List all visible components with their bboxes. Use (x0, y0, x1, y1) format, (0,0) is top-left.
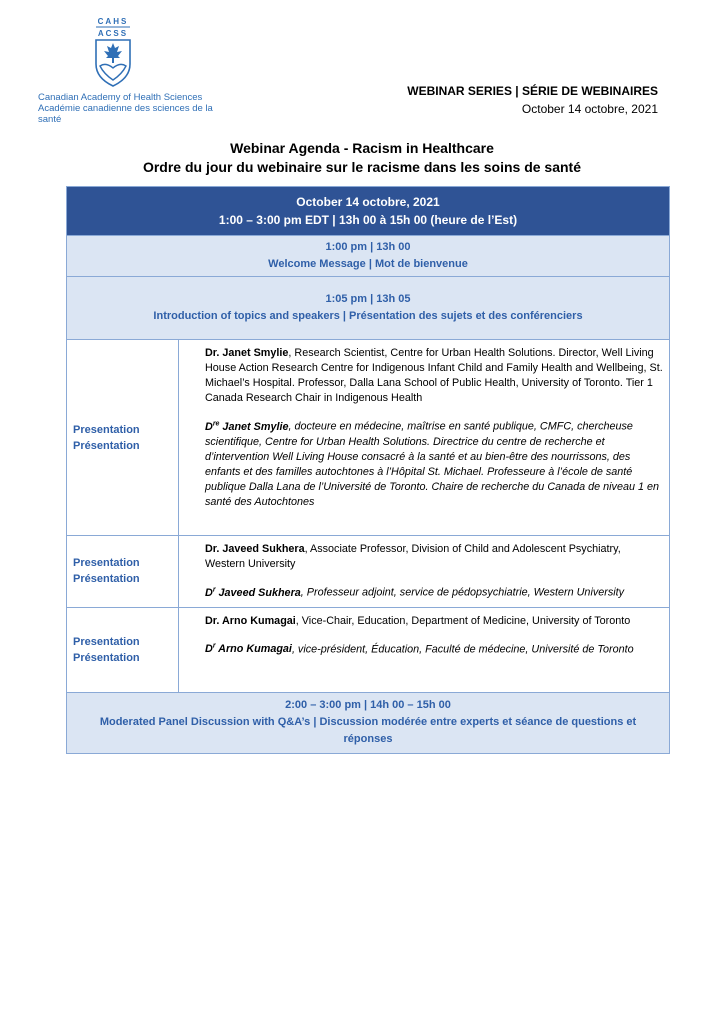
agenda-header-time: 1:00 – 3:00 pm EDT | 13h 00 à 15h 00 (heure de l’Est) (218, 213, 518, 227)
title-en: Webinar Agenda - Racism in Healthcare (230, 140, 494, 156)
speaker-bio-fr (205, 639, 663, 658)
presentation-label-en: Presentation (73, 423, 140, 436)
presentation-row (67, 536, 670, 608)
speaker-name-en: Dr. Janet Smylie (205, 347, 289, 359)
presentation-description (179, 340, 670, 536)
intro-cell (67, 277, 670, 340)
cahs-logo (38, 16, 238, 125)
logo-name-fr: Académie canadienne des sciences de la santé (38, 103, 213, 125)
presentation-label (67, 536, 179, 608)
speaker-text-en: , Associate Professor, Division of Child and Adolescent Psychiatry, Western University (205, 543, 621, 570)
agenda-header-date: October 14 octobre, 2021 (296, 195, 440, 209)
panel-cell (67, 692, 670, 753)
logo-acronym-en: CAHS (97, 17, 129, 26)
series-label: WEBINAR SERIES | SÉRIE DE WEBINAIRES (407, 84, 658, 98)
speaker-name-en: Dr. Javeed Sukhera (205, 543, 305, 555)
welcome-row (67, 236, 670, 277)
logo-acronym-fr: ACSS (97, 29, 129, 38)
speaker-name-fr: Dre Janet Smylie (205, 420, 289, 433)
presentation-row (67, 607, 670, 692)
speaker-name-en: Dr. Arno Kumagai (205, 614, 296, 627)
page-title (0, 139, 724, 177)
series-date: October 14 octobre, 2021 (521, 102, 658, 116)
speaker-name-fr: $D^r$ Javeed Sukhera (205, 586, 301, 599)
presentation-label (67, 340, 179, 536)
intro-label: Introduction of topics and speakers | Présentation des sujets et des conférenciers (153, 310, 583, 322)
presentation-label-en: Presentation (73, 557, 140, 570)
agenda-header-row (67, 187, 670, 236)
presentation-label-fr: Présentation (73, 573, 140, 586)
agenda-table (66, 186, 670, 754)
intro-row (67, 277, 670, 340)
welcome-time: 1:00 pm | 13h 00 (325, 241, 411, 253)
presentation-label-en: Presentation (73, 635, 140, 648)
presentation-label-fr: Présentation (73, 439, 140, 452)
maple-leaf-hands-shield-icon (90, 16, 136, 88)
presentation-label (67, 607, 179, 692)
logo-name-en: Canadian Academy of Health Sciences (38, 92, 203, 103)
speaker-bio-fr (205, 582, 663, 601)
speaker-text-en: , Vice-Chair, Education, Department of Medicine, University of Toronto (295, 614, 631, 627)
series-block (407, 82, 658, 118)
speaker-bio-en (205, 614, 663, 629)
agenda-header-cell (67, 187, 670, 236)
presentation-description (179, 536, 670, 608)
presentation-label-fr: Présentation (73, 651, 140, 664)
speaker-text-fr: , docteure en médecine, maîtrise en santé publique, CMFC, chercheuse scientifique, Centre for Urban Health Solutions. Directrice du centre de recherche et d’intervention Well Living House consacré à la santé et au bien-être des nourrissons, des enfants et des familles autochtones à l’Hôpital St. Michael. Professeure à l’école de santé publique Dalla Lana de l’Université de Toronto. Chaire de recherche du Canada de niveau 1 en santé des Autochtones (205, 420, 659, 508)
presentation-description (179, 607, 670, 692)
speaker-text-en: , Research Scientist, Centre for Urban Health Solutions. Director, Well Living House Action Research Centre for Indigenous Infant Child and Family Health and Wellbeing, St. Michael’s Hospital. Professor, Dalla Lana School of Public Health, University of Toronto. Tier 1 Canada Research Chair in Indigenous Health (205, 347, 663, 404)
intro-time: 1:05 pm | 13h 05 (325, 293, 411, 305)
panel-label: Moderated Panel Discussion with Q&A’s | Discussion modérée entre experts et séance de questions et réponses (99, 716, 637, 746)
presentation-row (67, 340, 670, 536)
speaker-text-fr: , vice-président, Éducation, Faculté de médecine, Université de Toronto (291, 643, 634, 656)
speaker-bio-en (205, 542, 663, 572)
speaker-text-fr: , Professeur adjoint, service de pédopsychiatrie, Western University (300, 586, 625, 599)
speaker-bio-fr (205, 416, 663, 510)
speaker-bio-en (205, 346, 663, 406)
speaker-name-fr: $D^r$ Arno Kumagai (205, 642, 292, 656)
welcome-label: Welcome Message | Mot de bienvenue (268, 258, 468, 270)
welcome-cell (67, 236, 670, 277)
panel-row (67, 692, 670, 753)
panel-time: 2:00 – 3:00 pm | 14h 00 – 15h 00 (285, 699, 451, 712)
title-fr: Ordre du jour du webinaire sur le racisme dans les soins de santé (142, 159, 582, 175)
